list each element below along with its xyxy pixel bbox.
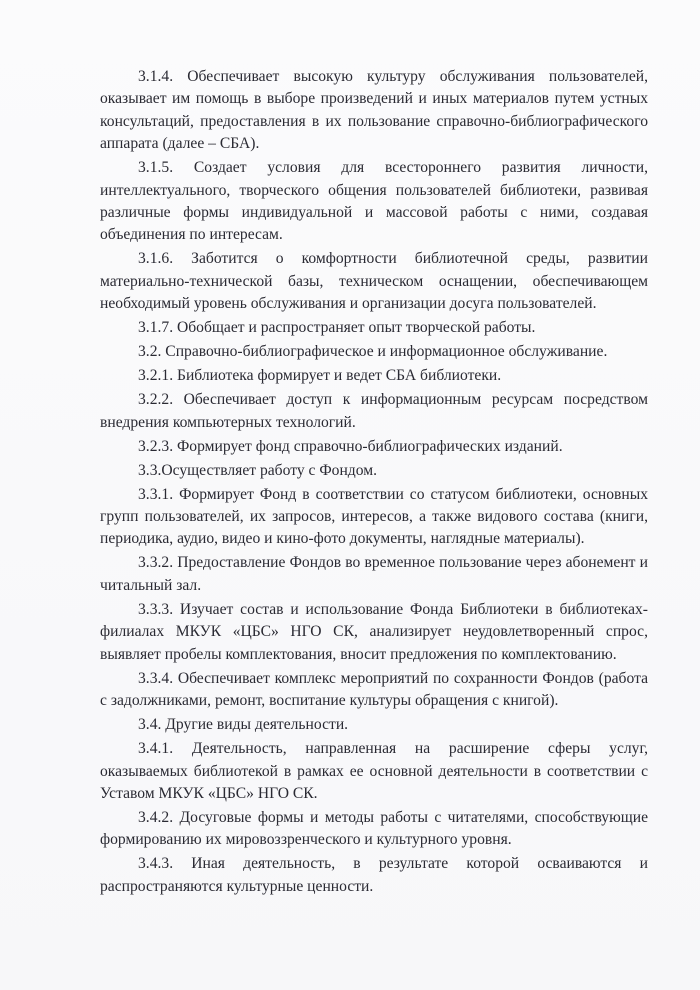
paragraph-3-1-7: 3.1.7. Обобщает и распространяет опыт творческой работы. <box>138 319 536 337</box>
paragraph-3-1-6: 3.1.6. Заботится о комфортности библиотечной среды, развитии материально-технической базы, техническом оснащении, обеспечивающем необходимый уровень обслуживания и организации досуга пользователей. <box>100 250 648 313</box>
paragraph-3-3-2: 3.3.2. Предоставление Фондов во временное пользование через абонемент и читальный зал. <box>100 554 648 594</box>
paragraph-3-4-3: 3.4.3. Иная деятельность, в результате которой осваиваются и распространяются культурные ценности. <box>100 855 648 895</box>
paragraph-3-4-1: 3.4.1. Деятельность, направленная на расширение сферы услуг, оказываемых библиотекой в рамках ее основной деятельности в соответствии с Уставом МКУК «ЦБС» НГО СК. <box>100 740 648 802</box>
paragraph-3-3-1: 3.3.1. Формирует Фонд в соответствии со статусом библиотеки, основных групп пользователей, их запросов, интересов, а также видового состава (книги, периодика, аудио, видео и кино-фото документы, наглядные материалы). <box>100 485 648 548</box>
paragraph-3-3-4: 3.3.4. Обеспечивает комплекс мероприятий по сохранности Фондов (работа с задолжниками, ремонт, воспитание культуры обращения с книгой). <box>100 669 648 710</box>
paragraph-3-2-2: 3.2.2. Обеспечивает доступ к информационным ресурсам посредством внедрения компьютерных технологий. <box>100 391 648 431</box>
paragraph-3-4-2: 3.4.2. Досуговые формы и методы работы с читателями, способствующие формированию их мировоззренческого и культурного уровня. <box>100 808 648 849</box>
paragraph-3-1-4: 3.1.4. Обеспечивает высокую культуру обслуживания пользователей, оказывает им помощь в выборе произведений и иных материалов путем устных консультаций, предоставления в их пользование справочно-библиографического аппарата (далее – СБА). <box>100 68 648 153</box>
paragraph-3-2-3: 3.2.3. Формирует фонд справочно-библиографических изданий. <box>138 437 563 455</box>
paragraph-3-2-1: 3.2.1. Библиотека формирует и ведет СБА библиотеки. <box>138 367 502 385</box>
paragraph-3-2: 3.2. Справочно-библиографическое и информационное обслуживание. <box>138 343 608 361</box>
paragraph-3-3-3: 3.3.3. Изучает состав и использование Фонда Библиотеки в библиотеках-филиалах МКУК «ЦБС» НГО СК, анализирует неудовлетворенный спрос, выявляет пробелы комплектования, вносит предложения по комплектованию. <box>100 600 648 663</box>
paragraph-3-4: 3.4. Другие виды деятельности. <box>138 716 349 734</box>
paragraph-3-1-5: 3.1.5. Создает условия для всестороннего развития личности, интеллектуального, творческого общения пользователей библиотеки, развивая различные формы индивидуальной и массовой работы с ними, создавая объединения по интересам. <box>100 159 648 244</box>
paragraph-3-3: 3.3.Осуществляет работу с Фондом. <box>138 461 377 479</box>
